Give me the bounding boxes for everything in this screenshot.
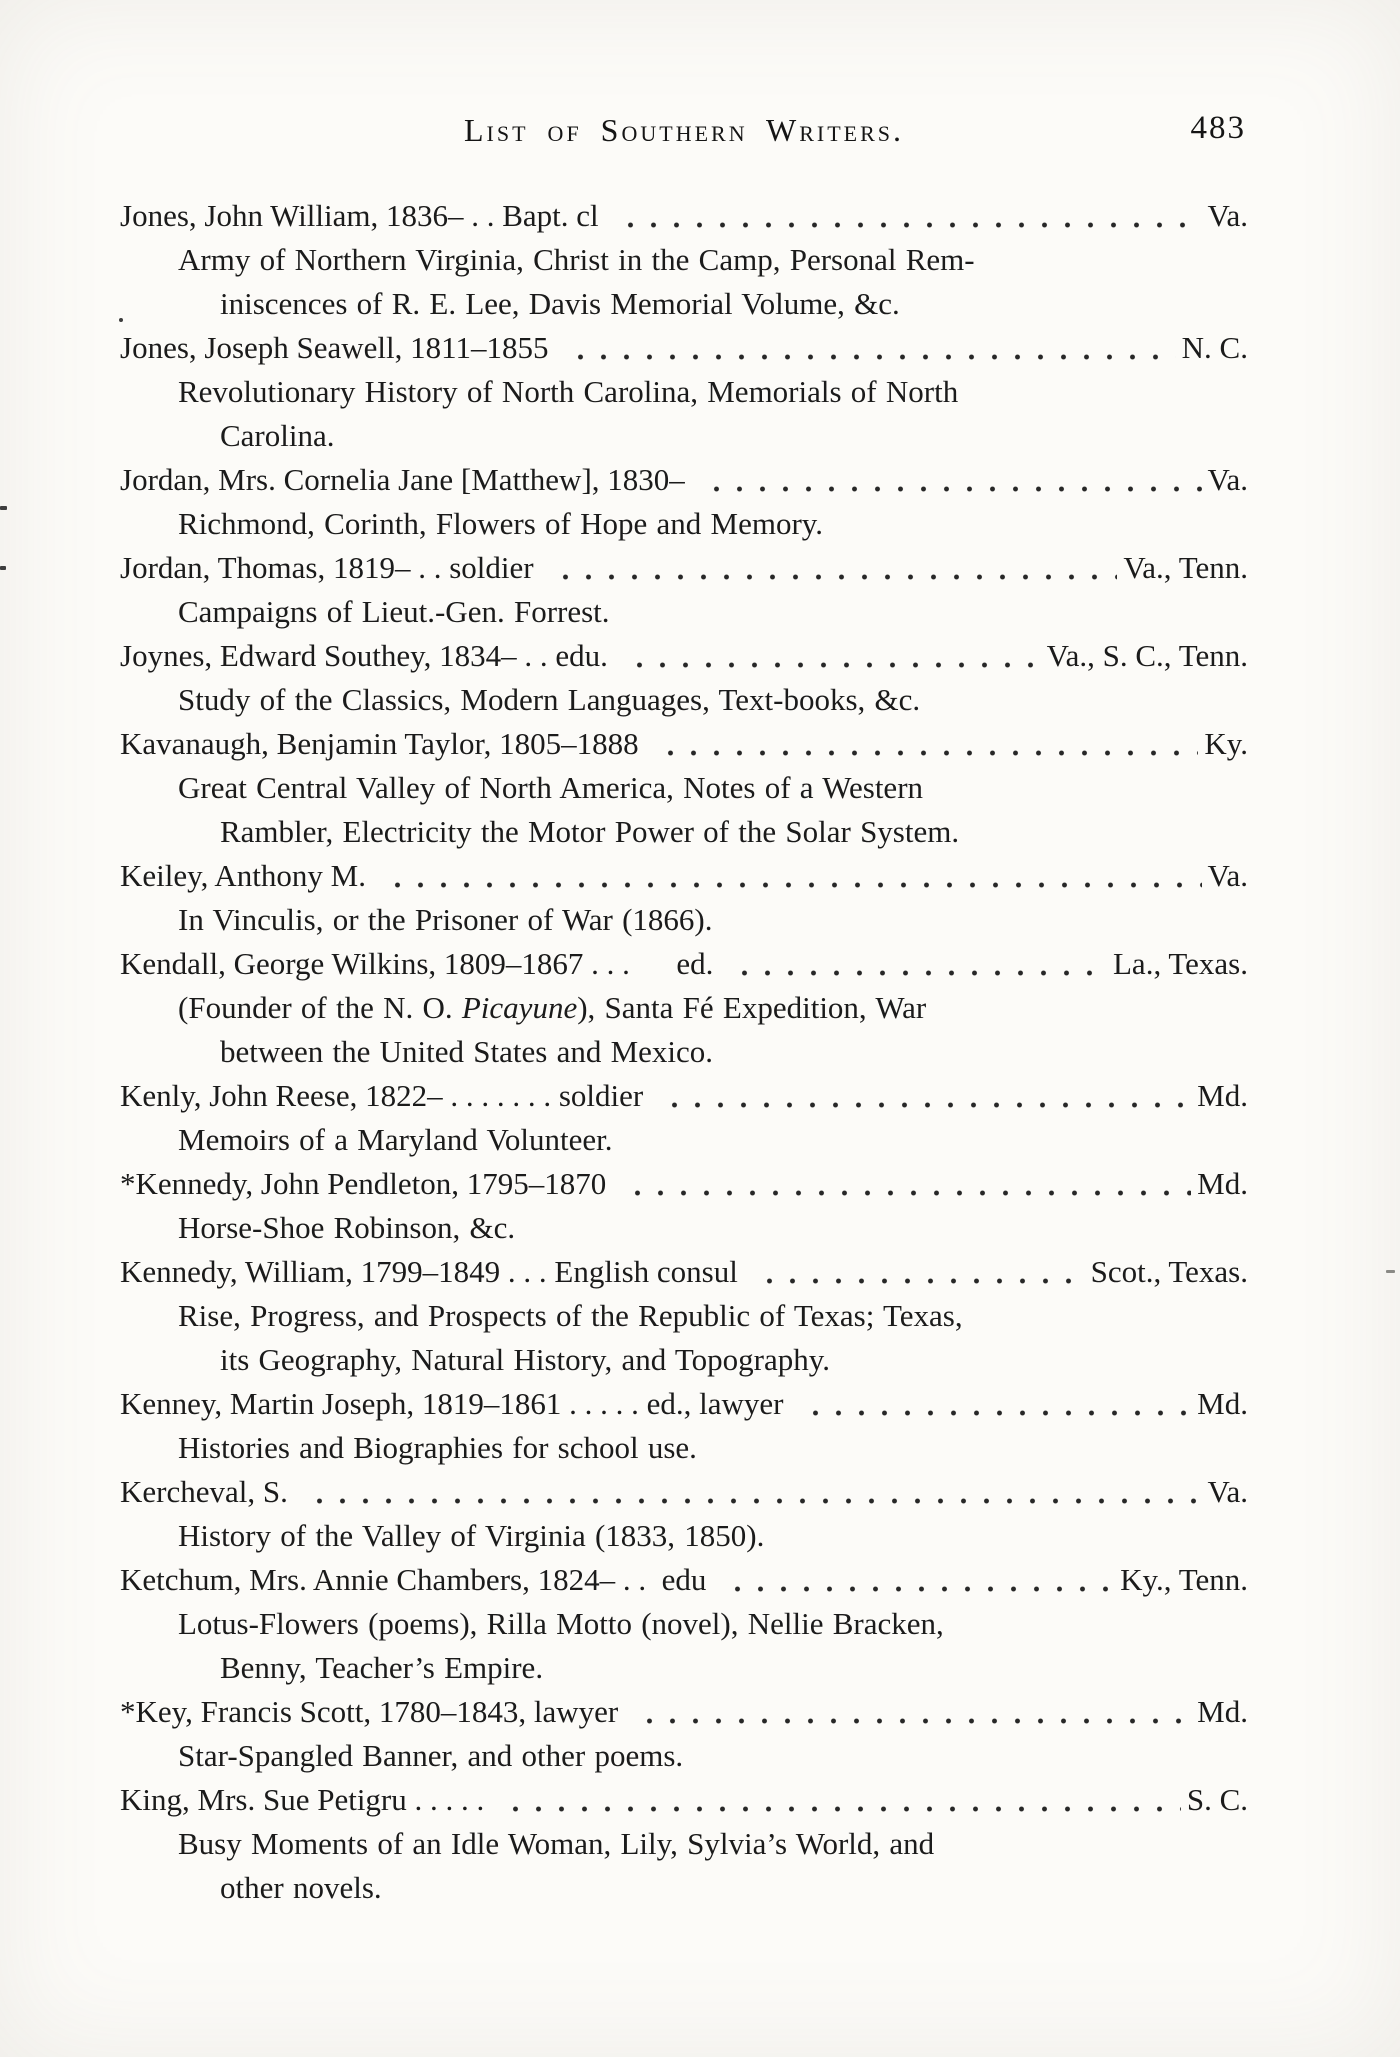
entry xyxy=(120,194,1248,326)
dot-leader xyxy=(651,722,1199,766)
work-text: ), Santa Fé Expedition, War xyxy=(577,990,927,1025)
entry-works xyxy=(120,1294,1248,1382)
entry-name: *Kennedy, John Pendleton, 1795–1870 xyxy=(120,1166,607,1201)
entry-works xyxy=(120,1206,1248,1250)
entry-state: Ky., Tenn. xyxy=(1120,1562,1248,1597)
work-line: Army of Northern Virginia, Christ in the Camp, Personal Rem- xyxy=(178,242,975,277)
work-line: iniscences of R. E. Lee, Davis Memorial Volume, &c. xyxy=(220,286,900,321)
work-line: Benny, Teacher’s Empire. xyxy=(220,1650,544,1685)
entry xyxy=(120,1162,1248,1250)
dot-leader xyxy=(378,854,1202,898)
work-line: Rambler, Electricity the Motor Power of the Solar System. xyxy=(220,814,960,849)
entry-works xyxy=(120,590,1248,634)
dot-leader xyxy=(546,546,1118,590)
dot-leader xyxy=(611,194,1202,238)
entry-name: Jordan, Thomas, 1819– . . soldier xyxy=(120,550,534,585)
entry-state: La., Texas. xyxy=(1113,946,1248,981)
entry xyxy=(120,1470,1248,1558)
work-line: Campaigns of Lieut.-Gen. Forrest. xyxy=(178,594,610,629)
dot-leader xyxy=(725,942,1107,986)
entry-state: Md. xyxy=(1197,1386,1248,1421)
entry-name: *Key, Francis Scott, 1780–1843, lawyer xyxy=(120,1694,619,1729)
work-line: Great Central Valley of North America, Notes of a Western xyxy=(178,770,924,805)
entry-state: Scot., Texas. xyxy=(1090,1254,1248,1289)
entry xyxy=(120,854,1248,942)
work-text: (Founder of the N. O. xyxy=(178,990,462,1025)
work-line: Horse-Shoe Robinson, &c. xyxy=(178,1210,516,1245)
entry-name: Kavanaugh, Benjamin Taylor, 1805–1888 xyxy=(120,726,639,761)
work-line: In Vinculis, or the Prisoner of War (1866). xyxy=(178,902,713,937)
entry-name: Joynes, Edward Southey, 1834– . . edu. xyxy=(120,638,608,673)
entry-name-line xyxy=(120,722,1248,766)
entry-name: King, Mrs. Sue Petigru . . . . . xyxy=(120,1782,485,1817)
entry xyxy=(120,1690,1248,1778)
entry-works xyxy=(120,370,1248,458)
entry-works xyxy=(120,502,1248,546)
work-line: Carolina. xyxy=(220,418,335,453)
entry xyxy=(120,326,1248,458)
entry-name-line xyxy=(120,1250,1248,1294)
entry-name: Jones, Joseph Seawell, 1811–1855 xyxy=(120,330,549,365)
work-line: Histories and Biographies for school use. xyxy=(178,1430,697,1465)
entry-name-line xyxy=(120,1470,1248,1514)
entry-state: Va. xyxy=(1207,462,1248,497)
entry-works xyxy=(120,1514,1248,1558)
entry-name: Ketchum, Mrs. Annie Chambers, 1824– . . edu xyxy=(120,1562,707,1597)
entry-name-line xyxy=(120,942,1248,986)
work-line: Rise, Progress, and Prospects of the Republic of Texas; Texas, xyxy=(178,1298,963,1333)
entry-state: N. C. xyxy=(1181,330,1248,365)
work-line: between the United States and Mexico. xyxy=(220,1034,714,1069)
ink-speck xyxy=(1386,1270,1395,1273)
dot-leader xyxy=(620,634,1041,678)
entry-name-line xyxy=(120,1690,1248,1734)
page-header xyxy=(120,112,1248,160)
work-line: History of the Valley of Virginia (1833, 1850). xyxy=(178,1518,765,1553)
entry-works xyxy=(120,1426,1248,1470)
dot-leader xyxy=(618,1162,1191,1206)
dot-leader xyxy=(496,1778,1181,1822)
page-content xyxy=(120,112,1248,1910)
work-title-italic: Picayune xyxy=(461,990,578,1025)
entries-list xyxy=(120,194,1248,1910)
work-line: Memoirs of a Maryland Volunteer. xyxy=(178,1122,613,1157)
dot-leader xyxy=(750,1250,1085,1294)
entry-name: Kercheval, S. xyxy=(120,1474,288,1509)
entry-state: Va., Tenn. xyxy=(1123,550,1248,585)
entry-name-line xyxy=(120,1074,1248,1118)
dot-leader xyxy=(796,1382,1192,1426)
entry-name-line xyxy=(120,1778,1248,1822)
page-title: List of Southern Writers. xyxy=(464,112,904,148)
entry-works xyxy=(120,1734,1248,1778)
entry-state: Va. xyxy=(1207,858,1248,893)
dot-leader xyxy=(630,1690,1191,1734)
entry xyxy=(120,1382,1248,1470)
entry-works xyxy=(120,1822,1248,1910)
entry-state: Md. xyxy=(1197,1694,1248,1729)
entry xyxy=(120,722,1248,854)
dot-leader xyxy=(655,1074,1191,1118)
entry-state: Md. xyxy=(1197,1166,1248,1201)
entry-name: Kennedy, William, 1799–1849 . . . English consul xyxy=(120,1254,738,1289)
dot-leader xyxy=(300,1470,1202,1514)
entry xyxy=(120,546,1248,634)
entry xyxy=(120,1250,1248,1382)
entry-name-line xyxy=(120,1382,1248,1426)
entry-state: Va. xyxy=(1207,1474,1248,1509)
entry-name: Jordan, Mrs. Cornelia Jane [Matthew], 1830– xyxy=(120,462,685,497)
work-line: Star-Spangled Banner, and other poems. xyxy=(178,1738,684,1773)
entry-state: Ky. xyxy=(1204,726,1248,761)
entry-name: Kenly, John Reese, 1822– . . . . . . . soldier xyxy=(120,1078,644,1113)
entry-name-line xyxy=(120,546,1248,590)
entry-name-line xyxy=(120,1162,1248,1206)
dot-leader xyxy=(561,326,1176,370)
entry-works xyxy=(120,678,1248,722)
entry xyxy=(120,1778,1248,1910)
work-line: Study of the Classics, Modern Languages, Text-books, &c. xyxy=(178,682,921,717)
entry-name: Kendall, George Wilkins, 1809–1867 . . . ed. xyxy=(120,946,714,981)
work-line: Busy Moments of an Idle Woman, Lily, Sylvia’s World, and xyxy=(178,1826,935,1861)
ink-speck xyxy=(0,506,7,510)
entry xyxy=(120,1558,1248,1690)
entry xyxy=(120,942,1248,1074)
entry-name: Kenney, Martin Joseph, 1819–1861 . . . . . ed., lawyer xyxy=(120,1386,784,1421)
entry-name: Keiley, Anthony M. xyxy=(120,858,366,893)
entry-name-line xyxy=(120,634,1248,678)
ink-speck xyxy=(0,566,6,570)
entry-name-line xyxy=(120,458,1248,502)
entry-name-line xyxy=(120,194,1248,238)
work-line: other novels. xyxy=(220,1870,382,1905)
work-line: its Geography, Natural History, and Topography. xyxy=(220,1342,830,1377)
entry-name-line xyxy=(120,1558,1248,1602)
work-line xyxy=(178,986,1248,1030)
entry xyxy=(120,458,1248,546)
entry-works xyxy=(120,986,1248,1074)
entry-works xyxy=(120,1118,1248,1162)
work-line: Revolutionary History of North Carolina, Memorials of North xyxy=(178,374,959,409)
entry-works xyxy=(120,238,1248,326)
entry-name-line xyxy=(120,326,1248,370)
entry-state: Va., S. C., Tenn. xyxy=(1046,638,1248,673)
page-number: 483 xyxy=(1190,110,1246,146)
entry-state: Md. xyxy=(1197,1078,1248,1113)
entry-works xyxy=(120,898,1248,942)
entry xyxy=(120,1074,1248,1162)
dot-leader xyxy=(718,1558,1114,1602)
entry-works xyxy=(120,1602,1248,1690)
dot-leader xyxy=(697,458,1202,502)
entry-state: S. C. xyxy=(1186,1782,1248,1817)
entry-name-line xyxy=(120,854,1248,898)
entry xyxy=(120,634,1248,722)
entry-works xyxy=(120,766,1248,854)
work-line: Lotus-Flowers (poems), Rilla Motto (novel), Nellie Bracken, xyxy=(178,1606,944,1641)
entry-name: Jones, John William, 1836– . . Bapt. cl xyxy=(120,198,599,233)
work-line: Richmond, Corinth, Flowers of Hope and Memory. xyxy=(178,506,823,541)
entry-state: Va. xyxy=(1207,198,1248,233)
